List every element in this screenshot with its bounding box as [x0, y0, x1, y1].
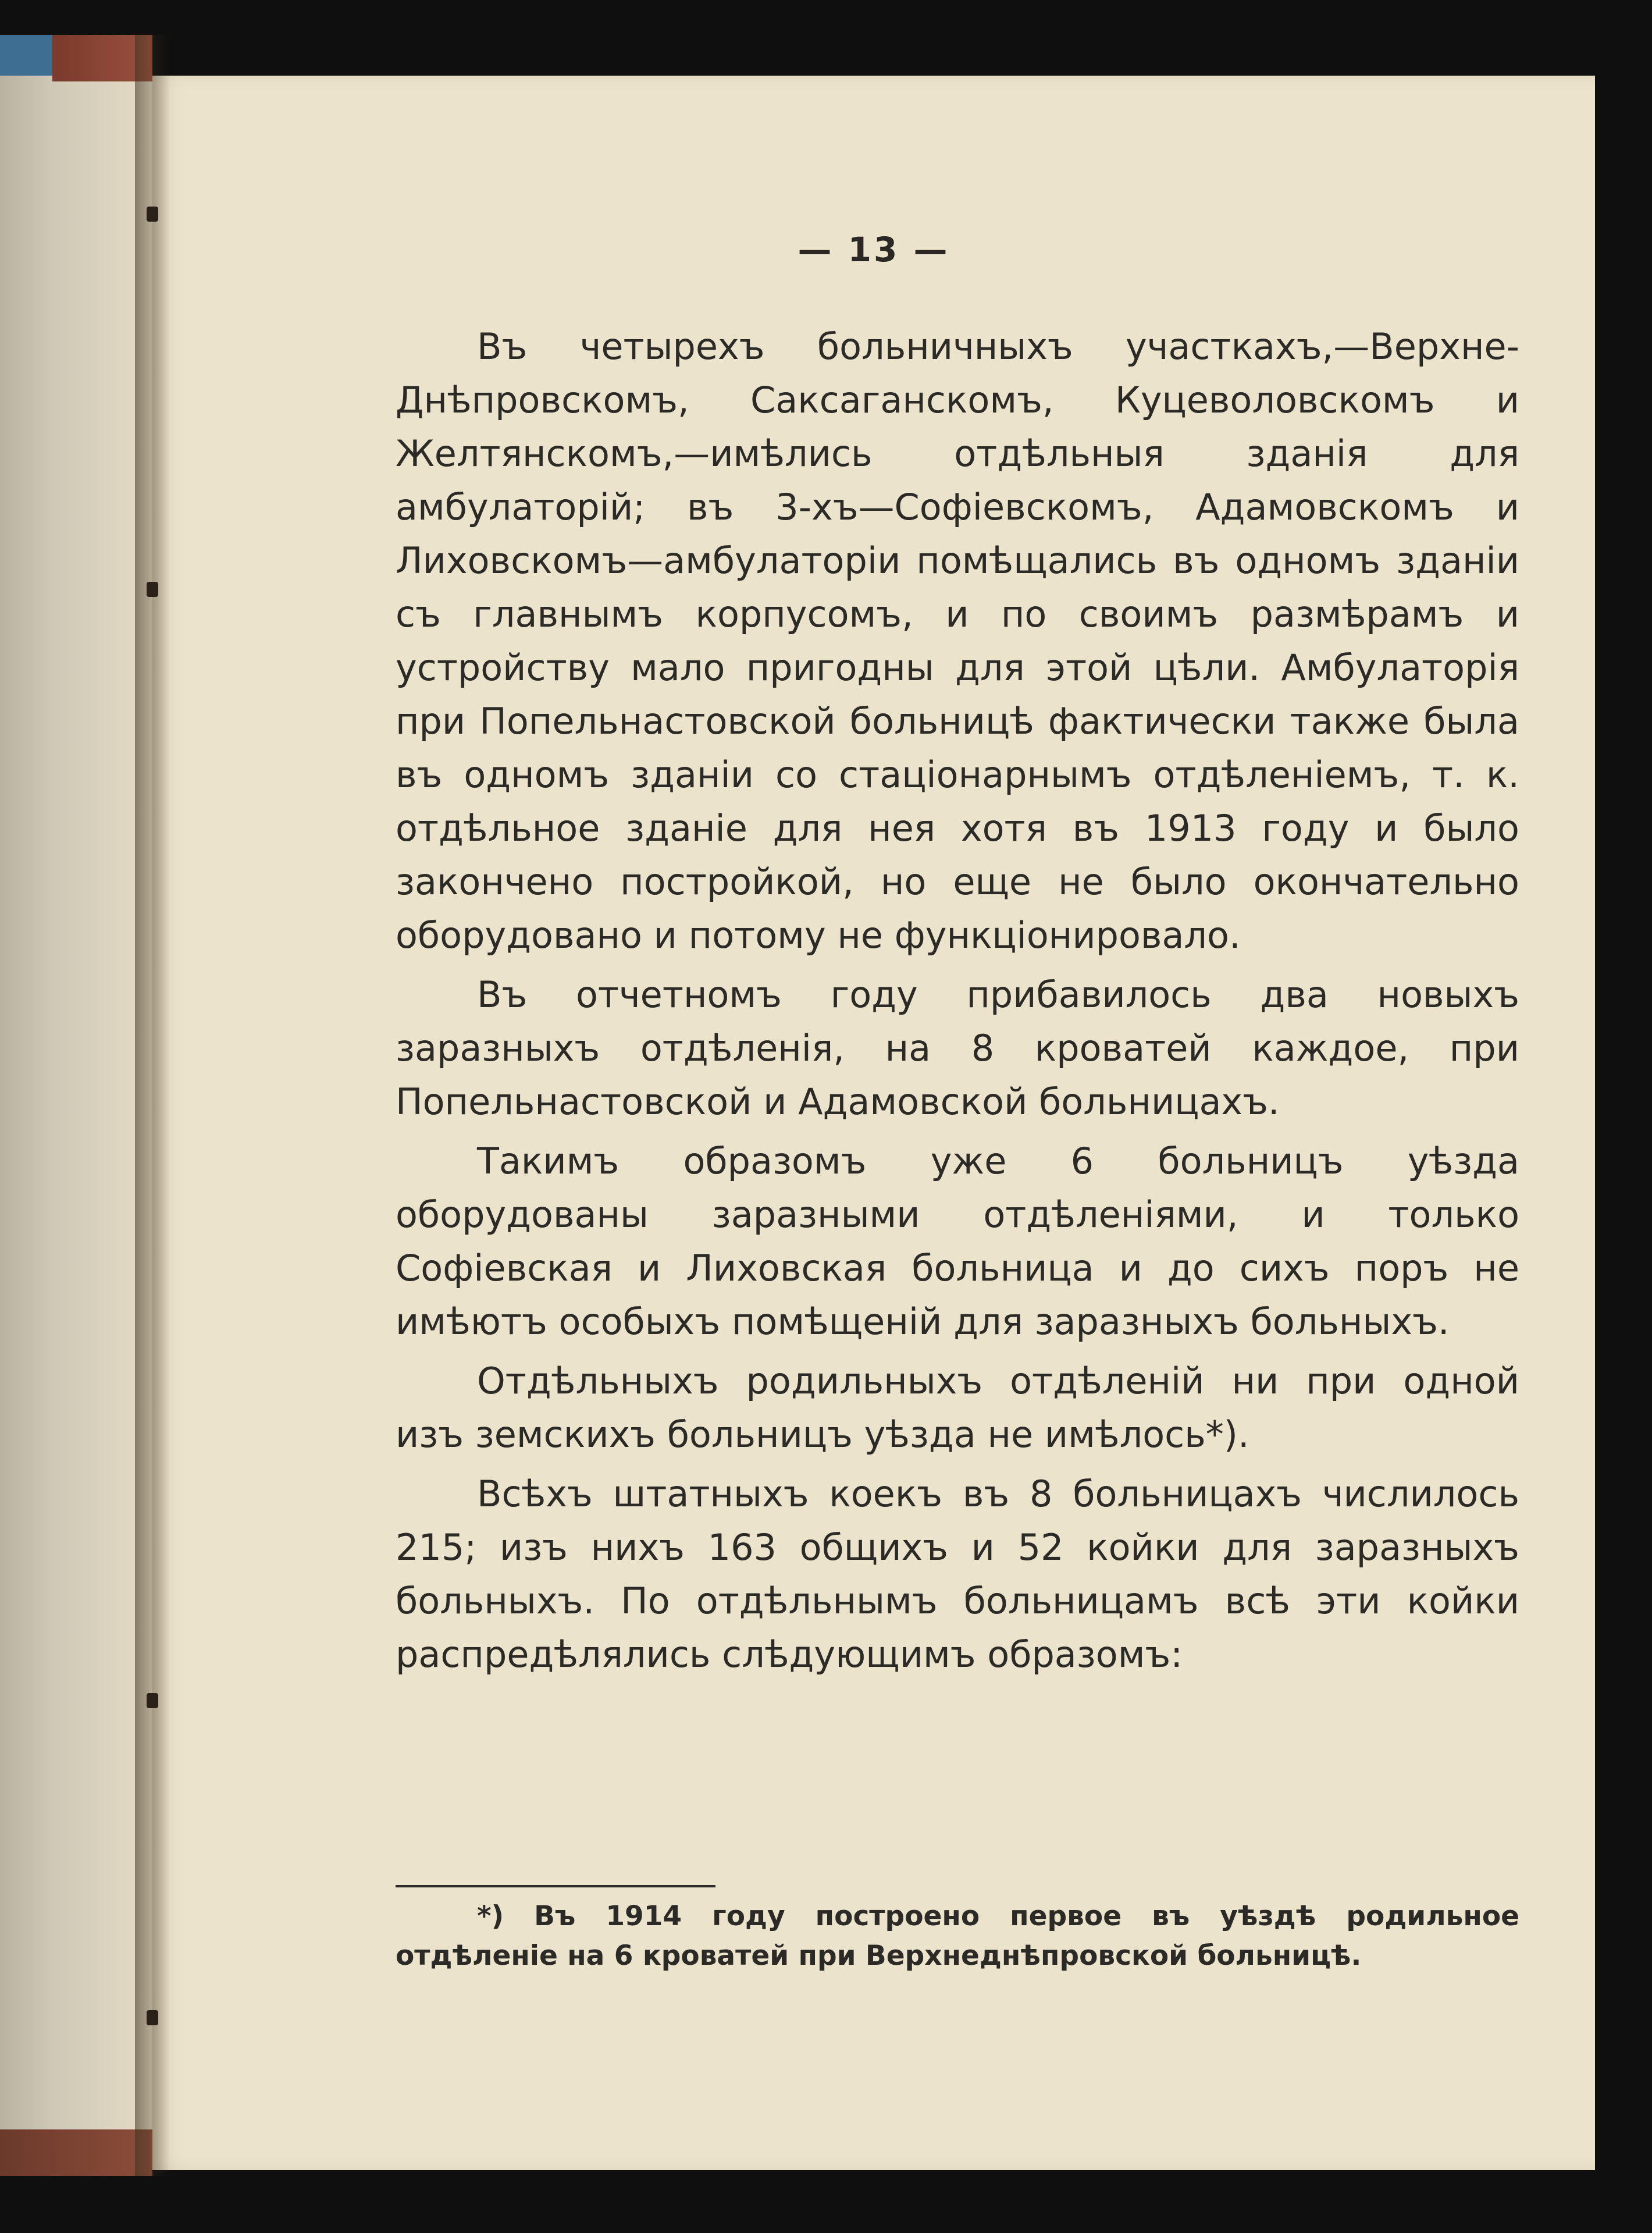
paragraph-bed-count: Всѣхъ штатныхъ коекъ въ 8 больницахъ числилось 215; изъ нихъ 163 общихъ и 52 койки для заразныхъ больныхъ. По отдѣльнымъ больницамъ всѣ эти койки распредѣлялись слѣдующимъ образомъ: [396, 1473, 1519, 1676]
book-cover-edge [0, 35, 152, 2176]
paragraph-ambulatories: Въ четырехъ больничныхъ участкахъ,—Верхне-Днѣпровскомъ, Саксаганскомъ, Куцеволовскомъ и Желтянскомъ,—имѣлись отдѣльныя зданія для амбулаторій; въ 3-хъ—Софіевскомъ, Адамовскомъ и Лиховскомъ—амбулаторіи помѣщались въ одномъ зданіи съ главнымъ корпусомъ, и по своимъ размѣрамъ и устройству мало пригодны для этой цѣли. Амбулаторія при Попельнастовской больницѣ фактически также была въ одномъ зданіи со стаціонарнымъ отдѣленіемъ, т. к. отдѣльное зданіе для нея хотя въ 1913 году и было закончено постройкой, но еще не было окончательно оборудовано и потому не функціонировало. [396, 325, 1519, 957]
page-gutter-shadow [135, 35, 170, 2176]
binding-thread-mark [147, 1693, 158, 1708]
paragraph-infectious-wards: Въ отчетномъ году прибавилось два новыхъ заразныхъ отдѣленія, на 8 кроватей каждое, при Попельнастовской и Адамовской больницахъ. [396, 973, 1519, 1123]
footnote-divider [396, 1885, 715, 1887]
paragraph-maternity-wards: Отдѣльныхъ родильныхъ отдѣленій ни при одной изъ земскихъ больницъ уѣзда не имѣлось*). [396, 1360, 1519, 1456]
binding-thread-mark [147, 582, 158, 597]
cover-spine-bottom [0, 2129, 152, 2176]
binding-thread-mark [147, 207, 158, 222]
book-page [152, 76, 1595, 2170]
binding-thread-mark [147, 2010, 158, 2025]
footnote: *) Въ 1914 году построено первое въ уѣздѣ родильное отдѣленіе на 6 кроватей при Верхнеднѣпровской больницѣ. [396, 1900, 1519, 1972]
cover-blue-corner [0, 35, 52, 76]
paragraph-six-hospitals: Такимъ образомъ уже 6 больницъ уѣзда оборудованы заразными отдѣленіями, и только Софіевская и Лиховская больница и до сихъ поръ не имѣютъ особыхъ помѣщеній для заразныхъ больныхъ. [396, 1140, 1519, 1343]
page-number: — 13 — [797, 230, 950, 269]
body-text [396, 320, 1519, 1687]
